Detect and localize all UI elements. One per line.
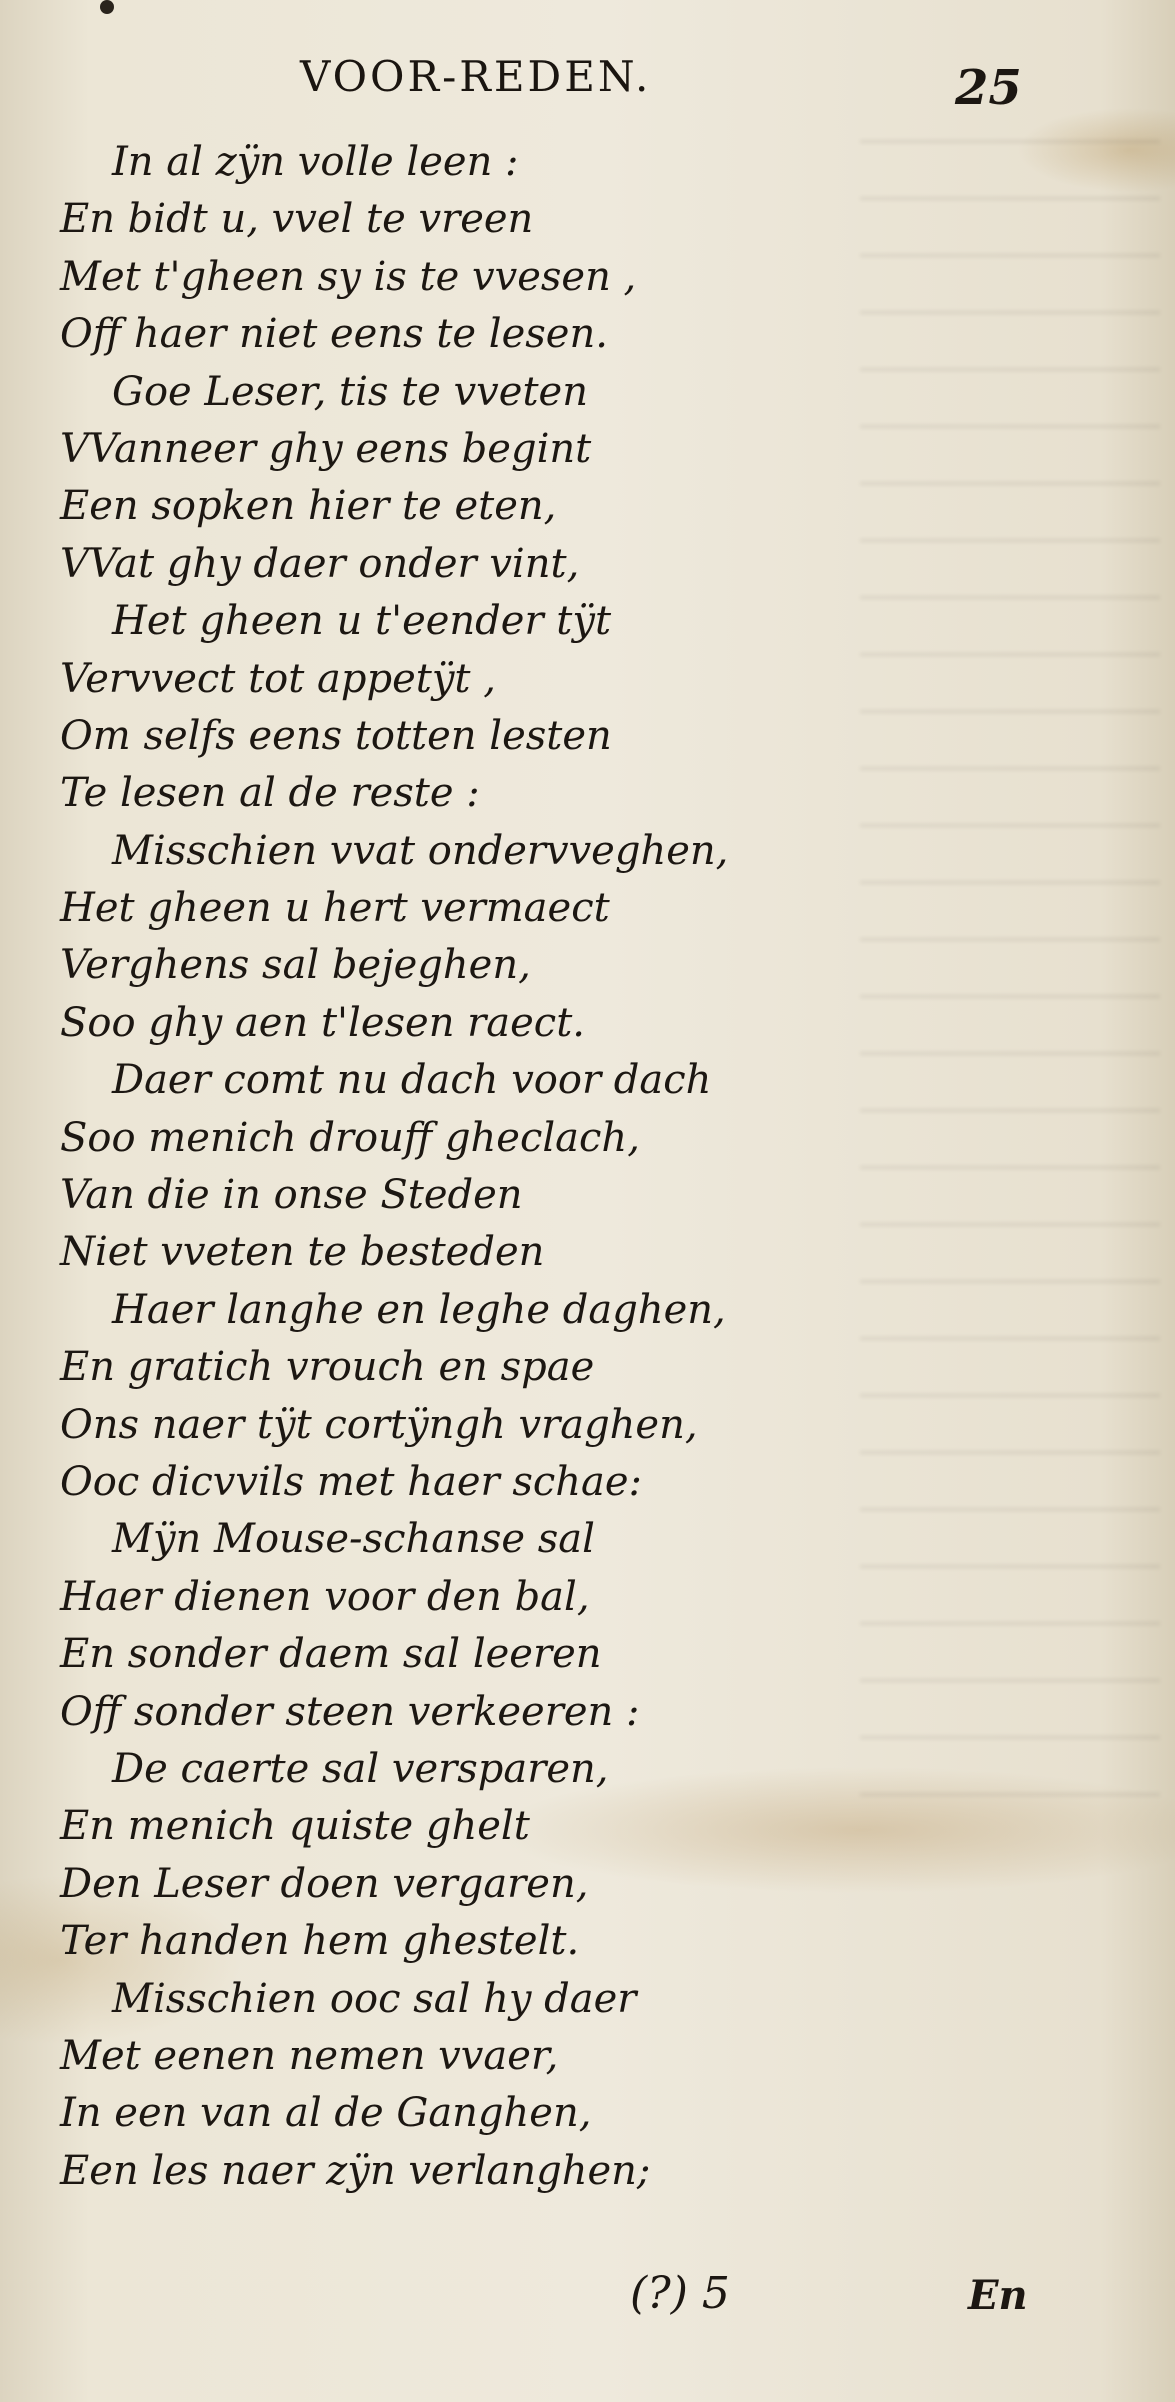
verse-line: Een les naer zÿn verlanghen; [60, 2147, 651, 2194]
verse-line: Misschien vvat ondervveghen, [112, 827, 729, 874]
ink-blot [100, 0, 114, 14]
verse-line: Niet vveten te besteden [60, 1229, 545, 1276]
verse-line: Daer comt nu dach voor dach [112, 1057, 712, 1104]
verse-line: VVanneer ghy eens begint [60, 425, 592, 472]
verse-line: Haer dienen voor den bal, [60, 1573, 590, 1620]
verse-line: Off sonder steen verkeeren : [60, 1688, 640, 1735]
verse-line: Off haer niet eens te lesen. [60, 311, 608, 358]
signature-mark: (?) 5 [630, 2268, 730, 2319]
verse-line: Te lesen al de reste : [60, 770, 480, 817]
verse-line: Haer langhe en leghe daghen, [112, 1286, 726, 1333]
verse-line: Het gheen u hert vermaect [60, 885, 610, 932]
verse-line: Ons naer tÿt cortÿngh vraghen, [60, 1401, 698, 1448]
verse-line: En menich quiste ghelt [60, 1803, 530, 1850]
verse-line: De caerte sal versparen, [112, 1745, 609, 1792]
verse-line: Met t'gheen sy is te vvesen , [60, 253, 637, 300]
page-number: 25 [955, 60, 1022, 116]
verse-line: Een sopken hier te eten, [60, 483, 557, 530]
poem-body [0, 134, 1175, 2200]
verse-line: Vervvect tot appetÿt , [60, 655, 496, 702]
verse-line: Den Leser doen vergaren, [60, 1860, 589, 1907]
verse-line: En bidt u, vvel te vreen [60, 196, 534, 243]
verse-line: In een van al de Ganghen, [60, 2090, 592, 2137]
verse-line: Soo ghy aen t'lesen raect. [60, 999, 585, 1046]
verse-line: Goe Leser, tis te vveten [112, 368, 588, 415]
verse-line: Verghens sal bejeghen, [60, 942, 531, 989]
verse-line: Om selfs eens totten lesten [60, 712, 612, 759]
verse-line: Ter handen hem ghestelt. [60, 1918, 580, 1965]
running-title: VOOR-REDEN. [300, 52, 652, 101]
verse-line: Het gheen u t'eender tÿt [112, 598, 612, 645]
verse-line: Van die in onse Steden [60, 1172, 523, 1219]
verse-line: Misschien ooc sal hy daer [112, 1975, 637, 2022]
verse-line: En gratich vrouch en spae [60, 1344, 595, 1391]
verse-line: Ooc dicvvils met haer schae: [60, 1458, 643, 1505]
verse-line: Met eenen nemen vvaer, [60, 2032, 559, 2079]
verse-line: In al zÿn volle leen : [112, 139, 519, 185]
verse-line: VVat ghy daer onder vint, [60, 540, 580, 587]
verse-line: Mÿn Mouse-schanse sal [112, 1516, 595, 1563]
verse-line: En sonder daem sal leeren [60, 1631, 602, 1678]
catchword: En [968, 2272, 1028, 2319]
verse-line: Soo menich drouff gheclach, [60, 1114, 640, 1161]
